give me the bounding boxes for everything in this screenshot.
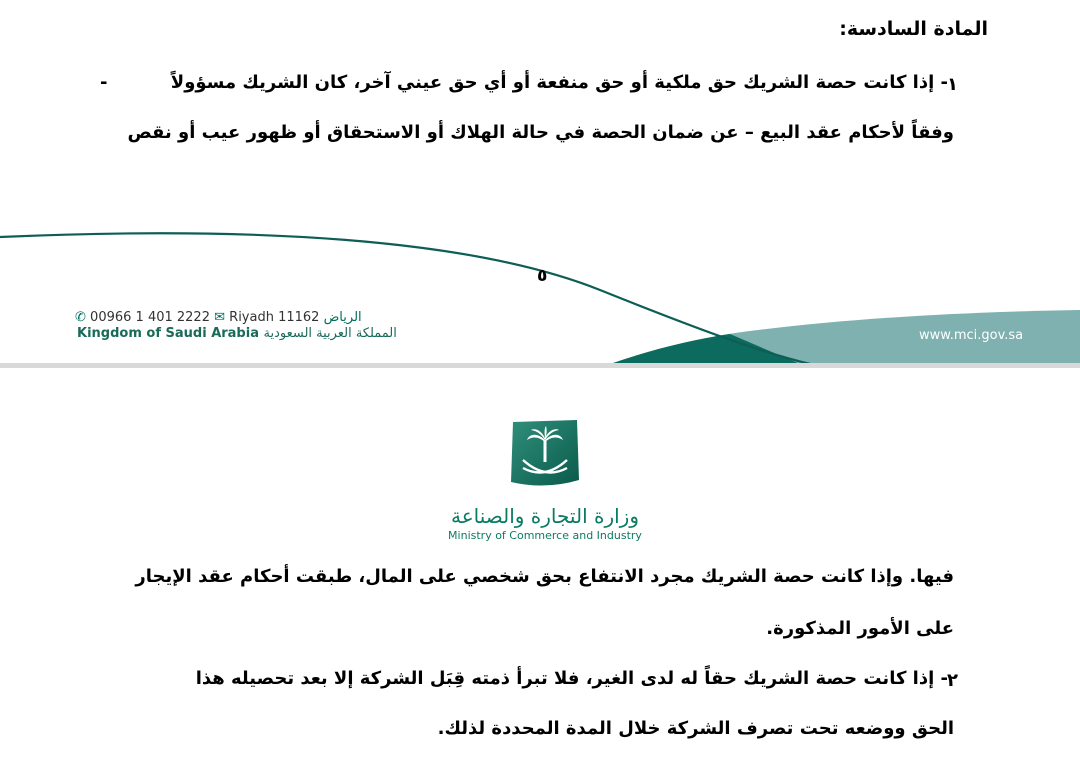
item-1-line-2: وفقاً لأحكام عقد البيع – عن ضمان الحصة في حالة الهلاك أو الاستحقاق أو ظهور عيب أو نقص xyxy=(127,122,954,143)
footer-website[interactable]: www.mci.gov.sa xyxy=(919,328,1024,343)
document-page-bottom xyxy=(0,368,1080,760)
item-1-number: ١ xyxy=(947,74,958,95)
article-heading: المادة السادسة: xyxy=(839,18,988,40)
item-1-trailing-dash: - xyxy=(100,72,108,93)
item-2-line-1: - إذا كانت حصة الشريك حقاً له لدى الغير، فلا تبرأ ذمته قِبَل الشركة إلا بعد تحصيله هذا xyxy=(195,668,948,689)
footer-contact xyxy=(75,310,362,325)
footer-kingdom xyxy=(77,326,397,341)
ministry-name-en: Ministry of Commerce and Industry xyxy=(448,529,642,542)
continuation-line-2: على الأمور المذكورة. xyxy=(766,618,954,639)
page-number: ٥ xyxy=(537,266,548,286)
item-1-line-1: - إذا كانت حصة الشريك حق ملكية أو حق منفعة أو أي حق عيني آخر، كان الشريك مسؤولاً xyxy=(170,72,948,93)
footer-country-en: Kingdom of Saudi Arabia xyxy=(77,326,259,341)
item-2-line-2: الحق ووضعه تحت تصرف الشركة خلال المدة المحددة لذلك. xyxy=(437,718,954,739)
ministry-name-ar: وزارة التجارة والصناعة xyxy=(451,504,639,528)
footer-city-en: Riyadh 11162 xyxy=(229,310,320,325)
document-page-top xyxy=(0,0,1080,364)
phone-icon: ✆ xyxy=(75,310,86,325)
ministry-emblem-icon xyxy=(509,418,581,490)
footer-country-ar: المملكة العربية السعودية xyxy=(263,326,397,341)
footer-phone: 00966 1 401 2222 xyxy=(90,310,210,325)
continuation-line-1: فيها. وإذا كانت حصة الشريك مجرد الانتفاع بحق شخصي على المال، طبقت أحكام عقد الإيجار xyxy=(135,566,954,587)
mail-icon: ✉ xyxy=(214,310,226,325)
footer-city-ar: الرياض xyxy=(323,310,362,325)
item-2-number: ٢ xyxy=(947,670,958,691)
